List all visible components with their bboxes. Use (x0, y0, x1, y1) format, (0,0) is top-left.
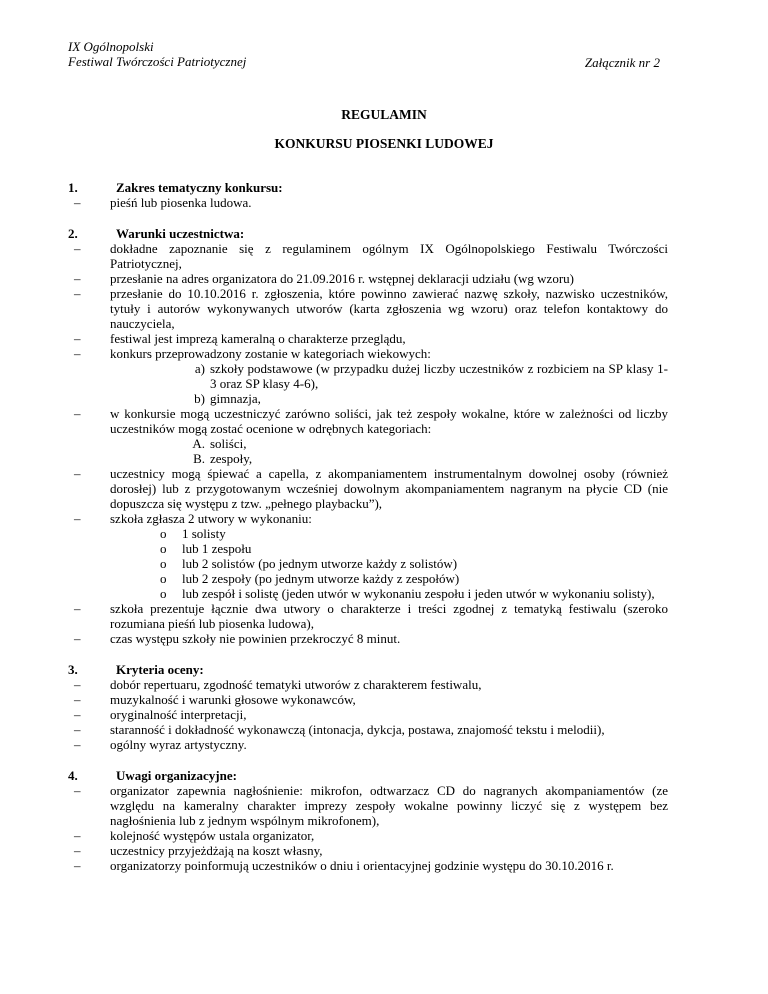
dash-bullet: – (74, 346, 81, 361)
circle-item-item (160, 586, 668, 601)
dash-bullet: – (74, 783, 81, 798)
list-item-text: szkoła zgłasza 2 utwory w wykonaniu: (110, 511, 312, 526)
section-4 (68, 768, 668, 873)
section-3 (68, 662, 668, 752)
dash-list (68, 677, 668, 752)
dash-list (68, 241, 668, 646)
section-1 (68, 180, 668, 210)
sub-item-item (184, 451, 668, 466)
list-item-text: przesłanie na adres organizatora do 21.09.2016 r. wstępnej deklaracji udziału (wg wzoru) (110, 271, 574, 286)
dash-list (68, 783, 668, 873)
list-item (68, 271, 668, 286)
list-item-text: organizatorzy poinformują uczestników o dniu i orientacyjnej godzinie występu do 30.10.2016 r. (110, 858, 614, 873)
sub-item-item (184, 391, 668, 406)
list-item-text: festiwal jest imprezą kameralną o charakterze przeglądu, (110, 331, 406, 346)
dash-bullet: – (74, 692, 81, 707)
dash-bullet: – (74, 828, 81, 843)
list-item-text: organizator zapewnia nagłośnienie: mikrofon, odtwarzacz CD do nagranych akompaniamentów (ze względu na kameralny charakter imprezy zespoły wokalne powinny liczyć się z występem bez nagłośnienia lub z jednym wspólnym mikrofonem), (110, 783, 668, 828)
document-subtitle: KONKURSU PIOSENKI LUDOWEJ (274, 136, 494, 151)
circle-item-item (160, 556, 668, 571)
list-item-text: dobór repertuaru, zgodność tematyki utworów z charakterem festiwalu, (110, 677, 482, 692)
circle-item-item (160, 526, 668, 541)
section-number: 3. (68, 662, 78, 677)
section-heading (68, 662, 668, 677)
section-heading (68, 768, 668, 783)
sub-item-text: szkoły podstawowe (w przypadku dużej liczby uczestników z rozbiciem na SP klasy 1-3 oraz SP klasy 4-6), (210, 361, 668, 391)
list-item-text: uczestnicy mogą śpiewać a capella, z akompaniamentem instrumentalnym dowolnej osoby (również dorosłej) lub z przygotowanym wcześniej dowolnym akompaniamentem nagranym na płycie CD (nie dopuszcza się występu z tzw. „pełnego playbacku”), (110, 466, 668, 511)
list-item (68, 677, 668, 692)
list-item (68, 722, 668, 737)
header-left (68, 39, 246, 69)
list-item (68, 783, 668, 828)
list-item (68, 843, 668, 858)
list-item-text: ogólny wyraz artystyczny. (110, 737, 247, 752)
list-item-text: kolejność występów ustala organizator, (110, 828, 315, 843)
circle-item-list (160, 526, 668, 601)
dash-bullet: – (74, 511, 81, 526)
section-number: 4. (68, 768, 78, 783)
section-heading-text: Warunki uczestnictwa: (116, 226, 245, 241)
list-item (68, 858, 668, 873)
section-number: 2. (68, 226, 78, 241)
circle-item-item (160, 541, 668, 556)
list-item-text: muzykalność i warunki głosowe wykonawców, (110, 692, 356, 707)
list-item-text: konkurs przeprowadzony zostanie w kategoriach wiekowych: (110, 346, 431, 361)
sub-item-item (184, 361, 668, 391)
list-item (68, 601, 668, 631)
list-item-text: oryginalność interpretacji, (110, 707, 247, 722)
list-item-text: w konkursie mogą uczestniczyć zarówno soliści, jak też zespoły wokalne, które w zależności od liczby uczestników mogą zostać ocenione w odrębnych kategoriach: (110, 406, 668, 436)
section-heading (68, 180, 668, 195)
dash-bullet: – (74, 677, 81, 692)
sub-item-marker: B. (193, 451, 205, 466)
regulation-sections (68, 180, 668, 889)
list-item (68, 195, 668, 210)
dash-bullet: – (74, 331, 81, 346)
circle-item-text: lub zespół i solistę (jeden utwór w wykonaniu zespołu i jeden utwór w wykonaniu solisty), (182, 586, 655, 601)
list-item (68, 406, 668, 466)
section-heading-text: Zakres tematyczny konkursu: (116, 180, 283, 195)
list-item-text: czas występu szkoły nie powinien przekroczyć 8 minut. (110, 631, 401, 646)
circle-item-marker: o (160, 571, 167, 586)
circle-item-item (160, 571, 668, 586)
list-item-text: dokładne zapoznanie się z regulaminem ogólnym IX Ogólnopolskiego Festiwalu Twórczości Patriotycznej, (110, 241, 668, 271)
dash-bullet: – (74, 286, 81, 301)
dash-bullet: – (74, 466, 81, 481)
circle-item-marker: o (160, 586, 167, 601)
list-item (68, 828, 668, 843)
header-attachment-label: Załącznik nr 2 (584, 55, 660, 70)
dash-bullet: – (74, 737, 81, 752)
section-heading (68, 226, 668, 241)
sub-item-marker: a) (194, 361, 205, 376)
list-item (68, 466, 668, 511)
dash-bullet: – (74, 241, 81, 256)
section-2 (68, 226, 668, 646)
list-item-text: uczestnicy przyjeżdżają na koszt własny, (110, 843, 323, 858)
circle-item-text: lub 2 solistów (po jednym utworze każdy z solistów) (182, 556, 458, 571)
circle-item-marker: o (160, 541, 167, 556)
list-item-text: pieśń lub piosenka ludowa. (110, 195, 252, 210)
section-heading-text: Uwagi organizacyjne: (116, 768, 237, 783)
list-item (68, 331, 668, 346)
section-heading-text: Kryteria oceny: (116, 662, 204, 677)
dash-bullet: – (74, 843, 81, 858)
header-event-name: Festiwal Twórczości Patriotycznej (68, 54, 247, 69)
document-title: REGULAMIN (341, 107, 427, 122)
list-item (68, 511, 668, 601)
list-item-text: szkoła prezentuje łącznie dwa utwory o charakterze i treści zgodnej z tematyką festiwalu (szeroko rozumiana pieśń lub piosenka ludowa), (110, 601, 668, 631)
dash-bullet: – (74, 722, 81, 737)
list-item-text: przesłanie do 10.10.2016 r. zgłoszenia, które powinno zawierać nazwę szkoły, nazwisko uczestników, tytuły i autorów wykonywanych utworów (karta zgłoszenia wg wzoru) oraz telefon kontaktowy do nauczyciela, (110, 286, 668, 331)
header-event-number: IX Ogólnopolski (68, 39, 154, 54)
sub-item-list (184, 361, 668, 406)
sub-item-text: zespoły, (210, 451, 253, 466)
sub-item-list (184, 436, 668, 466)
circle-item-marker: o (160, 526, 167, 541)
dash-bullet: – (74, 271, 81, 286)
dash-bullet: – (74, 195, 81, 210)
list-item (68, 692, 668, 707)
dash-bullet: – (74, 406, 81, 421)
list-item (68, 631, 668, 646)
list-item-text: staranność i dokładność wykonawczą (intonacja, dykcja, postawa, znajomość tekstu i melodii), (110, 722, 605, 737)
dash-bullet: – (74, 707, 81, 722)
circle-item-text: 1 solisty (182, 526, 226, 541)
list-item (68, 286, 668, 331)
list-item (68, 346, 668, 406)
circle-item-marker: o (160, 556, 167, 571)
section-number: 1. (68, 180, 78, 195)
dash-bullet: – (74, 858, 81, 873)
circle-item-text: lub 1 zespołu (182, 541, 252, 556)
circle-item-text: lub 2 zespoły (po jednym utworze każdy z zespołów) (182, 571, 460, 586)
sub-item-text: soliści, (210, 436, 247, 451)
dash-bullet: – (74, 631, 81, 646)
list-item (68, 707, 668, 722)
list-item (68, 241, 668, 271)
dash-bullet: – (74, 601, 81, 616)
dash-list (68, 195, 668, 210)
sub-item-marker: A. (192, 436, 205, 451)
sub-item-item (184, 436, 668, 451)
sub-item-text: gimnazja, (210, 391, 261, 406)
list-item (68, 737, 668, 752)
sub-item-marker: b) (194, 391, 205, 406)
